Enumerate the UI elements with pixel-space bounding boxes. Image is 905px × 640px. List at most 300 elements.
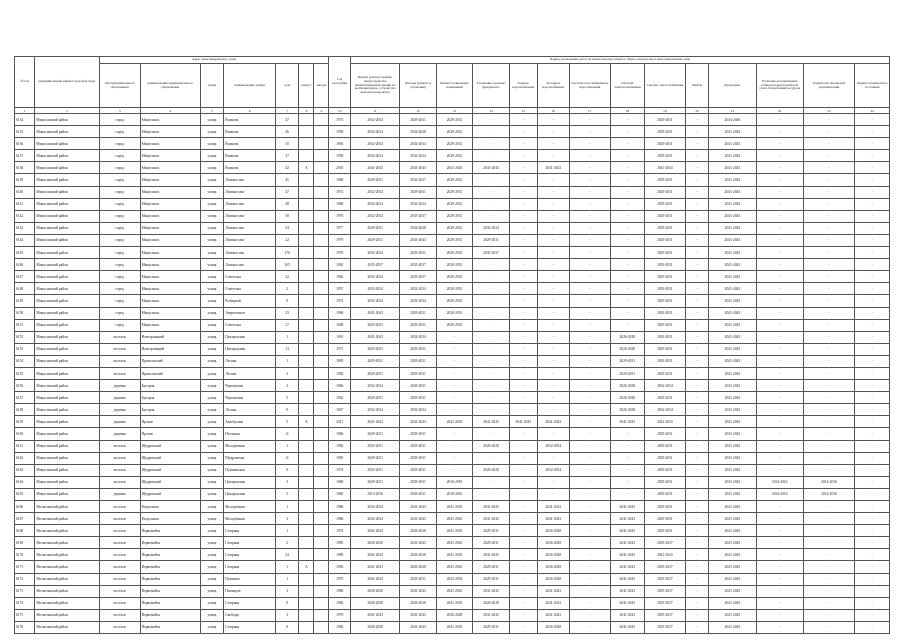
- column-number-cell: 9: [314, 108, 329, 114]
- table-cell: -: [756, 452, 803, 464]
- table-cell: 2041-2043: [709, 210, 756, 222]
- table-cell: [299, 513, 314, 525]
- table-row: [15, 549, 890, 561]
- table-cell: Рыбацкий: [224, 295, 276, 307]
- table-cell: 13: [275, 343, 299, 355]
- table-cell: [314, 174, 329, 186]
- table-cell: 2041-2043: [400, 501, 436, 513]
- table-cell: 2032-2037: [400, 174, 436, 186]
- table-cell: 2029-2031: [436, 283, 472, 295]
- table-cell: 6139: [15, 174, 35, 186]
- table-cell: 2035-2037: [473, 247, 509, 259]
- table-cell: 2029-2031: [400, 452, 436, 464]
- table-cell: -: [537, 198, 569, 210]
- table-cell: -: [537, 331, 569, 343]
- table-cell: -: [855, 126, 890, 138]
- table-cell: -: [756, 259, 803, 271]
- table-cell: -: [473, 331, 509, 343]
- table-cell: -: [610, 440, 644, 452]
- table-cell: Минусинск: [140, 162, 200, 174]
- table-cell: -: [803, 174, 855, 186]
- table-cell: 9: [275, 295, 299, 307]
- table-cell: [314, 126, 329, 138]
- table-cell: -: [473, 174, 509, 186]
- table-cell: 1972: [329, 186, 350, 198]
- table-cell: -: [610, 476, 644, 488]
- table-cell: -: [537, 259, 569, 271]
- table-cell: 2032-2034: [350, 126, 399, 138]
- table-cell: 2029-2031: [400, 476, 436, 488]
- table-cell: -: [756, 355, 803, 367]
- table-cell: -: [685, 162, 709, 174]
- table-cell: -: [569, 222, 610, 234]
- table-cell: 2032-2034: [400, 404, 436, 416]
- table-cell: 2026-2028: [537, 525, 569, 537]
- table-cell: 6175: [15, 609, 35, 621]
- table-cell: 2032-2034: [537, 440, 569, 452]
- table-cell: 2032-2034: [400, 150, 436, 162]
- table-cell: 2029-2031: [473, 573, 509, 585]
- table-cell: -: [509, 343, 537, 355]
- table-cell: Раздолинск: [140, 501, 200, 513]
- table-cell: -: [756, 198, 803, 210]
- table-cell: -: [685, 513, 709, 525]
- table-cell: Мотыгинский район: [35, 549, 99, 561]
- table-cell: Мотыгинский район: [35, 537, 99, 549]
- table-cell: -: [756, 440, 803, 452]
- table-cell: -: [569, 476, 610, 488]
- table-cell: -: [509, 138, 537, 150]
- table-cell: 2029-2031: [400, 380, 436, 392]
- table-cell: [314, 561, 329, 573]
- table-cell: 2029-2031: [436, 150, 472, 162]
- table-cell: [299, 198, 314, 210]
- table-cell: Ломоносова: [224, 186, 276, 198]
- table-cell: Свободы: [224, 609, 276, 621]
- table-cell: 2026-2028: [400, 126, 436, 138]
- table-cell: -: [855, 464, 890, 476]
- table-cell: -: [855, 295, 890, 307]
- table-cell: 2029-2031: [350, 476, 399, 488]
- table-cell: -: [855, 501, 890, 513]
- table-cell: 2041-2043: [436, 537, 472, 549]
- table-cell: -: [685, 355, 709, 367]
- table-cell: 2029-2031: [644, 186, 685, 198]
- table-cell: -: [803, 198, 855, 210]
- table-cell: 2032-2034: [350, 210, 399, 222]
- table-cell: 2041-2043: [473, 162, 509, 174]
- table-cell: 2026-2028: [610, 343, 644, 355]
- table-cell: Мотыгинский район: [35, 501, 99, 513]
- table-cell: [299, 501, 314, 513]
- table-row: [15, 295, 890, 307]
- table-cell: 2029-2031: [400, 428, 436, 440]
- table-cell: -: [537, 283, 569, 295]
- table-cell: 3: [275, 585, 299, 597]
- table-cell: Минусинск: [140, 174, 200, 186]
- table-cell: -: [509, 525, 537, 537]
- table-cell: -: [537, 343, 569, 355]
- table-cell: -: [685, 138, 709, 150]
- table-cell: 2014-2016: [803, 488, 855, 500]
- table-cell: -: [509, 476, 537, 488]
- table-cell: -: [569, 609, 610, 621]
- table-cell: -: [685, 283, 709, 295]
- table-cell: 2029-2031: [644, 428, 685, 440]
- table-cell: -: [473, 259, 509, 271]
- table-cell: 2026-2031: [400, 488, 436, 500]
- table-cell: [314, 114, 329, 126]
- table-cell: -: [685, 537, 709, 549]
- table-cell: -: [509, 440, 537, 452]
- column-number-cell: 15: [509, 108, 537, 114]
- table-cell: Гагарина: [224, 621, 276, 633]
- table-cell: 2041-2043: [610, 525, 644, 537]
- table-cell: -: [756, 561, 803, 573]
- table-cell: -: [803, 561, 855, 573]
- table-cell: -: [756, 331, 803, 343]
- table-cell: 2041-2043: [709, 428, 756, 440]
- table-cell: 2029-2031: [436, 307, 472, 319]
- table-cell: -: [756, 234, 803, 246]
- table-cell: улица: [200, 416, 224, 428]
- table-row: [15, 464, 890, 476]
- table-cell: 2035-2037: [644, 573, 685, 585]
- table-cell: -: [509, 247, 537, 259]
- table-cell: [299, 150, 314, 162]
- table-cell: 2029-2031: [644, 452, 685, 464]
- table-cell: 3: [275, 476, 299, 488]
- table-cell: -: [756, 126, 803, 138]
- table-cell: 2041-2043: [709, 138, 756, 150]
- table-cell: -: [610, 428, 644, 440]
- table-cell: 6171: [15, 561, 35, 573]
- table-cell: -: [473, 283, 509, 295]
- table-cell: -: [855, 331, 890, 343]
- table-cell: 6161: [15, 440, 35, 452]
- table-cell: Черемушки: [224, 392, 276, 404]
- table-cell: 2029-2031: [400, 440, 436, 452]
- header-cell: наименование улицы: [224, 64, 276, 108]
- table-cell: 2026-2028: [400, 525, 436, 537]
- table-cell: [299, 464, 314, 476]
- table-cell: город: [99, 186, 140, 198]
- table-cell: 2041-2043: [436, 525, 472, 537]
- table-cell: -: [569, 247, 610, 259]
- table-cell: -: [537, 114, 569, 126]
- table-cell: 2041-2043: [473, 609, 509, 621]
- table-cell: улица: [200, 259, 224, 271]
- table-cell: 6158: [15, 404, 35, 416]
- table-cell: Минусинский район: [35, 222, 99, 234]
- table-row: [15, 416, 890, 428]
- table-cell: 1967: [329, 404, 350, 416]
- table-cell: 1974: [329, 295, 350, 307]
- header-cell: дом: [275, 64, 299, 108]
- table-cell: -: [509, 295, 537, 307]
- table-cell: 2035-2037: [400, 210, 436, 222]
- table-cell: 2041-2043: [709, 380, 756, 392]
- table-cell: -: [537, 186, 569, 198]
- table-cell: -: [803, 573, 855, 585]
- table-cell: -: [855, 597, 890, 609]
- table-cell: [314, 440, 329, 452]
- table-cell: Лесная: [224, 367, 276, 379]
- table-cell: 2041-2043: [644, 162, 685, 174]
- table-cell: 1960: [329, 488, 350, 500]
- table-cell: -: [803, 307, 855, 319]
- table-cell: [314, 234, 329, 246]
- table-cell: 2041-2043: [400, 621, 436, 633]
- table-cell: 2041-2043: [709, 234, 756, 246]
- table-cell: 6142: [15, 210, 35, 222]
- table-cell: Ломоносова: [224, 174, 276, 186]
- table-cell: -: [473, 150, 509, 162]
- table-cell: Центральная: [224, 476, 276, 488]
- table-cell: 47: [275, 186, 299, 198]
- table-cell: -: [509, 150, 537, 162]
- table-cell: 27: [275, 319, 299, 331]
- table-cell: Ломоносова: [224, 210, 276, 222]
- table-cell: -: [569, 355, 610, 367]
- table-cell: -: [855, 416, 890, 428]
- table-cell: [314, 367, 329, 379]
- table-cell: -: [537, 295, 569, 307]
- table-row: [15, 283, 890, 295]
- table-cell: -: [473, 355, 509, 367]
- table-cell: -: [537, 476, 569, 488]
- table-cell: [314, 573, 329, 585]
- table-row: [15, 307, 890, 319]
- table-cell: -: [855, 138, 890, 150]
- table-cell: -: [569, 271, 610, 283]
- table-cell: деревня: [99, 416, 140, 428]
- table-cell: 2032-2034: [350, 404, 399, 416]
- table-cell: 2041-2043: [350, 561, 399, 573]
- table-cell: 2032-2034: [350, 271, 399, 283]
- table-cell: Первомайск: [140, 525, 200, 537]
- table-cell: 2035-2037: [644, 597, 685, 609]
- table-cell: -: [685, 573, 709, 585]
- table-cell: -: [855, 343, 890, 355]
- table-cell: -: [610, 210, 644, 222]
- table-cell: -: [509, 428, 537, 440]
- table-cell: -: [473, 186, 509, 198]
- header-cell: Горячее водоснабжение: [509, 64, 537, 108]
- table-cell: -: [685, 416, 709, 428]
- table-cell: [299, 222, 314, 234]
- table-cell: -: [803, 319, 855, 331]
- table-cell: 2041-2043: [610, 549, 644, 561]
- table-cell: -: [569, 210, 610, 222]
- table-cell: 2041-2043: [709, 392, 756, 404]
- table-cell: -: [537, 380, 569, 392]
- table-cell: 2026-2028: [350, 597, 399, 609]
- table-cell: 6162: [15, 452, 35, 464]
- table-cell: город: [99, 259, 140, 271]
- table-row: [15, 259, 890, 271]
- table-cell: Ломоносова: [224, 222, 276, 234]
- table-cell: -: [537, 126, 569, 138]
- table-cell: -: [803, 537, 855, 549]
- header-cell: муниципальный район/городской округ: [35, 57, 99, 108]
- table-cell: -: [756, 283, 803, 295]
- table-cell: 2041-2043: [436, 561, 472, 573]
- column-number-cell: 12: [400, 108, 436, 114]
- table-cell: -: [756, 174, 803, 186]
- table-cell: Первомайск: [140, 609, 200, 621]
- table-cell: 6147: [15, 271, 35, 283]
- table-cell: Гагарина: [224, 597, 276, 609]
- table-cell: -: [473, 367, 509, 379]
- table-cell: -: [803, 367, 855, 379]
- table-cell: -: [537, 392, 569, 404]
- table-cell: 2032-2034: [350, 138, 399, 150]
- table-cell: Автобусная: [224, 416, 276, 428]
- table-cell: улица: [200, 283, 224, 295]
- table-cell: 2026-2028: [400, 597, 436, 609]
- table-cell: 9: [275, 464, 299, 476]
- table-cell: 176: [275, 247, 299, 259]
- table-cell: [314, 343, 329, 355]
- table-row: [15, 488, 890, 500]
- table-cell: [299, 367, 314, 379]
- table-cell: [299, 597, 314, 609]
- capital-repair-table: [14, 56, 890, 634]
- table-row: [15, 162, 890, 174]
- table-cell: Минусинский район: [35, 138, 99, 150]
- table-cell: 2032-2034: [400, 331, 436, 343]
- column-number-cell: 23: [803, 108, 855, 114]
- table-cell: Первомайск: [140, 573, 200, 585]
- table-cell: город: [99, 234, 140, 246]
- table-cell: город: [99, 307, 140, 319]
- table-cell: -: [756, 222, 803, 234]
- table-cell: -: [855, 174, 890, 186]
- table-cell: [314, 162, 329, 174]
- table-cell: 2041-2043: [709, 525, 756, 537]
- table-cell: [314, 621, 329, 633]
- table-cell: -: [537, 222, 569, 234]
- table-cell: -: [685, 295, 709, 307]
- table-cell: -: [803, 404, 855, 416]
- table-cell: 1961: [329, 331, 350, 343]
- table-row: [15, 186, 890, 198]
- table-cell: -: [685, 367, 709, 379]
- table-cell: -: [855, 513, 890, 525]
- table-cell: 2035-2037: [644, 537, 685, 549]
- column-number-cell: 11: [350, 108, 399, 114]
- table-cell: Минусинский район: [35, 126, 99, 138]
- table-cell: 2029-2031: [644, 234, 685, 246]
- table-cell: 6146: [15, 259, 35, 271]
- table-cell: 2029-2031: [644, 307, 685, 319]
- table-cell: -: [855, 525, 890, 537]
- table-cell: поселок: [99, 561, 140, 573]
- table-cell: [314, 186, 329, 198]
- table-cell: 2041-2043: [537, 501, 569, 513]
- table-cell: -: [803, 210, 855, 222]
- table-cell: Пушкина: [224, 573, 276, 585]
- table-cell: 2041-2043: [709, 597, 756, 609]
- table-cell: Воинова: [224, 150, 276, 162]
- table-cell: -: [473, 295, 509, 307]
- table-cell: -: [509, 186, 537, 198]
- table-cell: 1: [275, 440, 299, 452]
- table-cell: -: [803, 114, 855, 126]
- table-cell: -: [473, 476, 509, 488]
- table-cell: 1974: [329, 525, 350, 537]
- table-cell: -: [756, 404, 803, 416]
- table-cell: -: [473, 271, 509, 283]
- table-cell: 2041-2043: [709, 150, 756, 162]
- table-cell: А: [299, 561, 314, 573]
- table-cell: -: [610, 174, 644, 186]
- table-cell: [299, 609, 314, 621]
- table-row: [15, 198, 890, 210]
- table-cell: 2029-2031: [436, 138, 472, 150]
- table-cell: [314, 355, 329, 367]
- table-cell: улица: [200, 476, 224, 488]
- table-cell: 2029-2031: [473, 234, 509, 246]
- table-cell: -: [685, 247, 709, 259]
- table-cell: город: [99, 174, 140, 186]
- table-cell: 2029-2031: [644, 198, 685, 210]
- table-cell: Быстрая: [140, 404, 200, 416]
- table-cell: 2041-2043: [644, 549, 685, 561]
- table-cell: 1958: [329, 150, 350, 162]
- table-cell: 6140: [15, 186, 35, 198]
- table-cell: -: [509, 162, 537, 174]
- table-cell: 2041-2043: [709, 452, 756, 464]
- table-cell: Минусинск: [140, 114, 200, 126]
- table-cell: -: [509, 549, 537, 561]
- table-cell: -: [803, 271, 855, 283]
- column-number-cell: 14: [473, 108, 509, 114]
- table-cell: 6150: [15, 307, 35, 319]
- table-cell: 2026-2028: [610, 331, 644, 343]
- table-cell: -: [610, 186, 644, 198]
- table-cell: поселок: [99, 525, 140, 537]
- table-cell: 2032-2034: [473, 222, 509, 234]
- table-cell: [314, 271, 329, 283]
- table-cell: улица: [200, 621, 224, 633]
- table-cell: 2041-2043: [436, 585, 472, 597]
- table-cell: 1968: [329, 198, 350, 210]
- table-row: [15, 476, 890, 488]
- table-cell: -: [473, 114, 509, 126]
- table-cell: 2029-2031: [400, 307, 436, 319]
- table-cell: -: [685, 549, 709, 561]
- table-cell: 2041-2043: [509, 416, 537, 428]
- column-number-cell: 18: [610, 108, 644, 114]
- table-cell: 2041-2043: [473, 513, 509, 525]
- table-cell: -: [509, 210, 537, 222]
- table-cell: Минусинск: [140, 198, 200, 210]
- table-cell: 42: [275, 162, 299, 174]
- table-cell: 6151: [15, 319, 35, 331]
- table-cell: деревня: [99, 380, 140, 392]
- table-cell: -: [756, 597, 803, 609]
- table-cell: 2041-2043: [537, 416, 569, 428]
- table-cell: -: [569, 162, 610, 174]
- table-cell: -: [855, 271, 890, 283]
- column-number-cell: 17: [569, 108, 610, 114]
- table-cell: 2026-2028: [473, 440, 509, 452]
- table-cell: -: [803, 295, 855, 307]
- table-cell: [314, 537, 329, 549]
- table-cell: город: [99, 162, 140, 174]
